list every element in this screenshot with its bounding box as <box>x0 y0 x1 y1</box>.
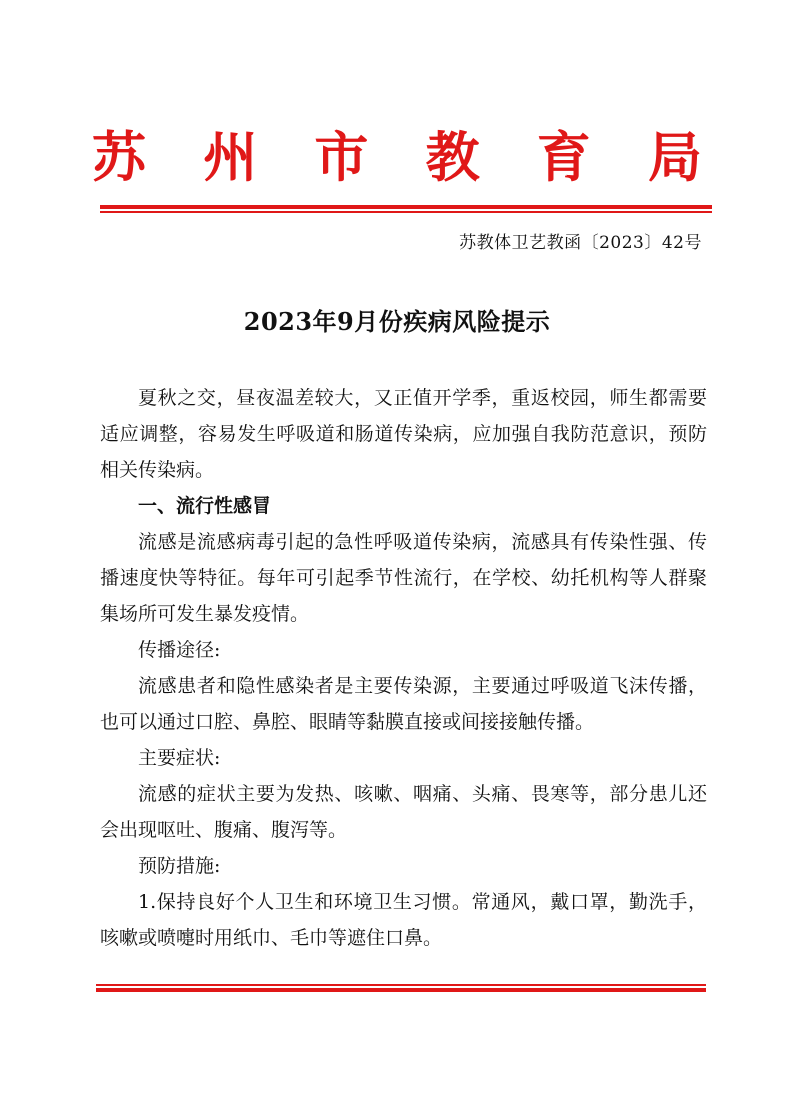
prevention-label: 预防措施: <box>138 855 221 877</box>
section-heading: 一、流行性感冒 <box>138 495 272 517</box>
document-title: 2023年9月份疾病风险提示 <box>243 307 551 336</box>
route-text: 流感患者和隐性感染者是主要传染源，主要通过呼吸道飞沫传播，也可以通过口腔、鼻腔、眼睛等黏膜直接或间接接触传播。 <box>100 675 707 733</box>
letterhead-char: 局 <box>647 125 702 189</box>
prevention-item: 1.保持良好个人卫生和环境卫生习惯。常通风，戴口罩，勤洗手，咳嗽或喷嚏时用纸巾、毛巾等遮住口鼻。 <box>100 891 707 949</box>
header-rule-thick <box>100 205 712 209</box>
letterhead-char: 苏 <box>92 125 146 189</box>
footer-rule-thin <box>96 984 706 986</box>
document-number: 苏教体卫艺教函〔2023〕42号 <box>459 233 702 253</box>
header-rule-thin <box>100 211 712 213</box>
letterhead-title <box>92 120 702 194</box>
letterhead-char: 市 <box>314 125 369 189</box>
symptom-label: 主要症状: <box>138 747 221 769</box>
route-label: 传播途径: <box>138 639 221 661</box>
letterhead-char: 教 <box>425 125 480 189</box>
footer-rule-thick <box>96 988 706 992</box>
section-description: 流感是流感病毒引起的急性呼吸道传染病，流感具有传染性强、传播速度快等特征。每年可引起季节性流行，在学校、幼托机构等人群聚集场所可发生暴发疫情。 <box>100 531 707 625</box>
intro-paragraph: 夏秋之交，昼夜温差较大，又正值开学季，重返校园，师生都需要适应调整，容易发生呼吸道和肠道传染病，应加强自我防范意识，预防相关传染病。 <box>100 387 707 481</box>
letterhead-char: 州 <box>203 125 258 189</box>
document-body <box>100 380 707 956</box>
symptom-text: 流感的症状主要为发热、咳嗽、咽痛、头痛、畏寒等，部分患儿还会出现呕吐、腹痛、腹泻等。 <box>100 783 707 841</box>
letterhead-char: 育 <box>536 125 591 189</box>
